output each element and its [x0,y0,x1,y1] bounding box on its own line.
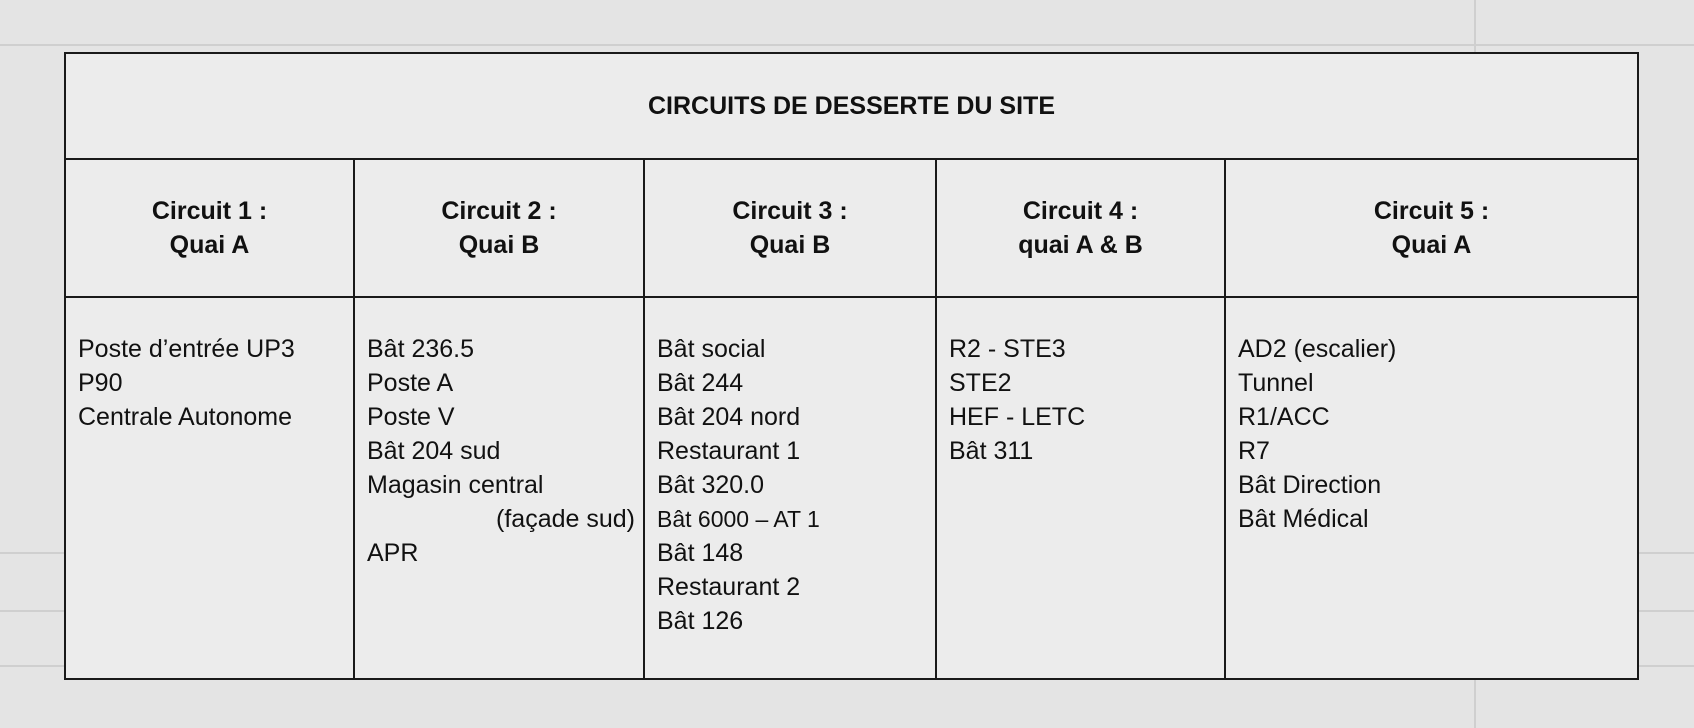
stop-item: R1/ACC [1238,403,1330,431]
stop-item: Poste V [367,403,455,431]
stop-item: Bât 236.5 [367,335,475,363]
stop-item: Bât 311 [949,437,1034,465]
table-title-row [66,54,1637,160]
stop-item: P90 [78,369,123,397]
circuit-4-column [937,160,1224,678]
stop-item: Bât 320.0 [657,471,765,499]
circuit-3-name: Circuit 3 : [732,197,848,225]
circuit-3-stops [645,298,935,678]
stop-item: Restaurant 1 [657,437,801,465]
stop-item: Tunnel [1238,369,1314,397]
stop-item: R7 [1238,437,1270,465]
circuit-4-name: Circuit 4 : [1022,197,1139,225]
stop-item: Magasin central [367,471,544,499]
circuit-5-column [1226,160,1637,678]
stop-item: Bât 6000 – AT 1 [657,506,820,532]
circuit-4-header [937,160,1224,298]
circuit-1-name: Circuit 1 : [151,197,268,225]
stop-item: HEF - LETC [949,403,1086,431]
circuits-table [64,52,1639,680]
circuit-5-header [1226,160,1637,298]
circuit-1-column [66,160,353,678]
circuit-4-stops [937,298,1224,678]
circuit-3-header [645,160,935,298]
circuit-1-header [66,160,353,298]
circuit-5-stops [1226,298,1637,678]
stop-item: R2 - STE3 [949,335,1066,363]
circuit-5-name: Circuit 5 : [1373,197,1490,225]
stop-item: Poste d’entrée UP3 [78,335,295,363]
stop-item: Bât 148 [657,539,744,567]
stop-item: Bât Direction [1238,471,1382,499]
circuit-2-column [355,160,643,678]
stop-item: STE2 [949,369,1012,397]
circuit-2-header [355,160,643,298]
stop-item: Centrale Autonome [78,403,293,431]
stop-item: AD2 (escalier) [1238,335,1397,363]
circuit-2-stops [355,298,643,678]
circuit-3-quai: Quai B [749,231,831,259]
stop-item: Bât Médical [1238,505,1369,533]
stop-item: Bât 204 sud [367,437,501,465]
stop-item: Poste A [367,369,454,397]
stop-item: APR [367,539,419,567]
stop-item: Bât 204 nord [657,403,801,431]
circuit-2-name: Circuit 2 : [441,197,557,225]
stop-item: Bât social [657,335,766,363]
circuit-4-quai: quai A & B [1018,231,1143,259]
stop-item-note: (façade sud) [496,505,635,533]
stop-item: Restaurant 2 [657,573,801,601]
stop-item: Bât 126 [657,607,744,635]
circuit-5-quai: Quai A [1391,231,1472,259]
circuit-3-column [645,160,935,678]
stop-item: Bât 244 [657,369,744,397]
table-title: CIRCUITS DE DESSERTE DU SITE [648,91,1055,120]
circuit-1-quai: Quai A [169,231,250,259]
circuit-2-quai: Quai B [458,231,540,259]
background-line [0,44,1694,46]
circuit-1-stops [66,298,353,678]
